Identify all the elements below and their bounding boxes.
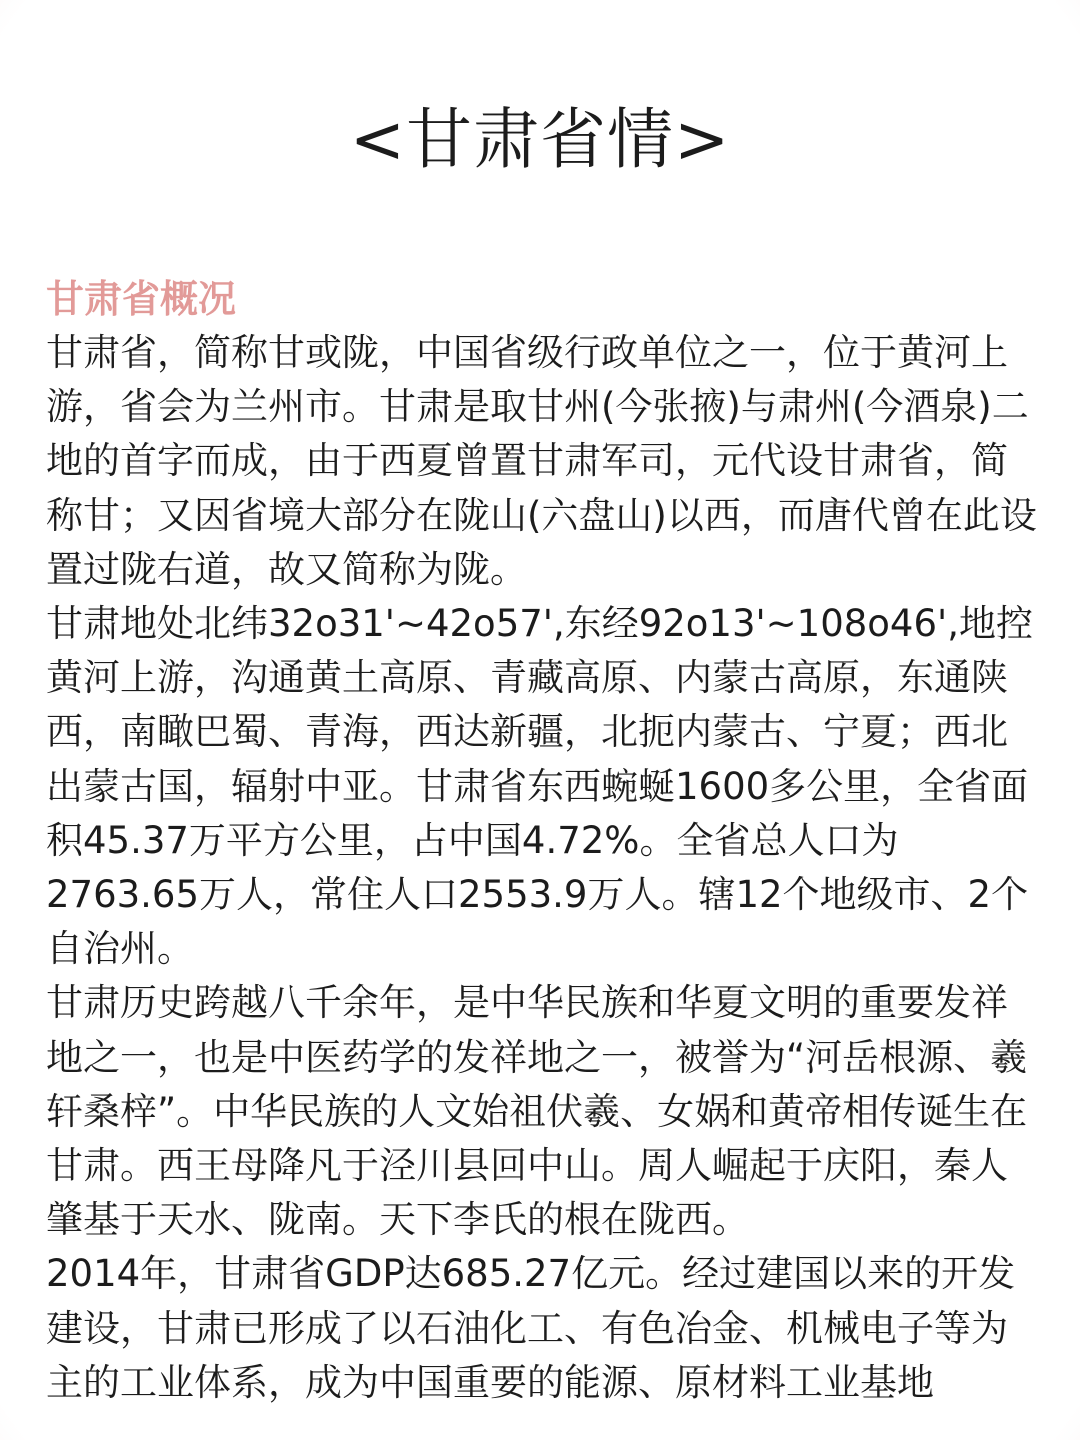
paragraph-economy: 2014年，甘肃省GDP达685.27亿元。经过建国以来的开发建设，甘肃已形成了以石油化工、有色冶金、机械电子等为主的工业体系，成为中国重要的能源、原材料工业基地 (46, 1252, 1016, 1404)
article-body (46, 326, 1038, 1410)
paragraph-overview: 甘肃省，简称甘或陇，中国省级行政单位之一，位于黄河上游，省会为兰州市。甘肃是取甘州(今张掖)与肃州(今酒泉)二地的首字而成，由于西夏曾置甘肃军司，元代设甘肃省，简称甘；又因省境大部分在陇山(六盘山)以西，而唐代曾在此设置过陇右道，故又简称为陇。 (46, 331, 1037, 591)
paragraph-geography: 甘肃地处北纬32o31'~42o57',东经92o13'~108o46',地控黄河上游，沟通黄土高原、青藏高原、内蒙古高原，东通陕西，南瞰巴蜀、青海，西达新疆，北扼内蒙古、宁夏；西北出蒙古国，辐射中亚。甘肃省东西蜿蜒1600多公里，全省面积45.37万平方公里，占中国4.72%。全省总人口为2763.65万人，常住人口2553.9万人。辖12个地级市、2个自治州。 (46, 602, 1033, 971)
section-heading: 甘肃省概况 (46, 277, 237, 321)
paragraph-history: 甘肃历史跨越八千余年，是中华民族和华夏文明的重要发祥地之一，也是中医药学的发祥地之一，被誉为“河岳根源、羲轩桑梓”。中华民族的人文始祖伏羲、女娲和黄帝相传诞生在甘肃。西王母降凡于泾川县回中山。周人崛起于庆阳，秦人肇基于天水、陇南。天下李氏的根在陇西。 (46, 981, 1028, 1242)
page-title: <甘肃省情> (349, 101, 731, 178)
